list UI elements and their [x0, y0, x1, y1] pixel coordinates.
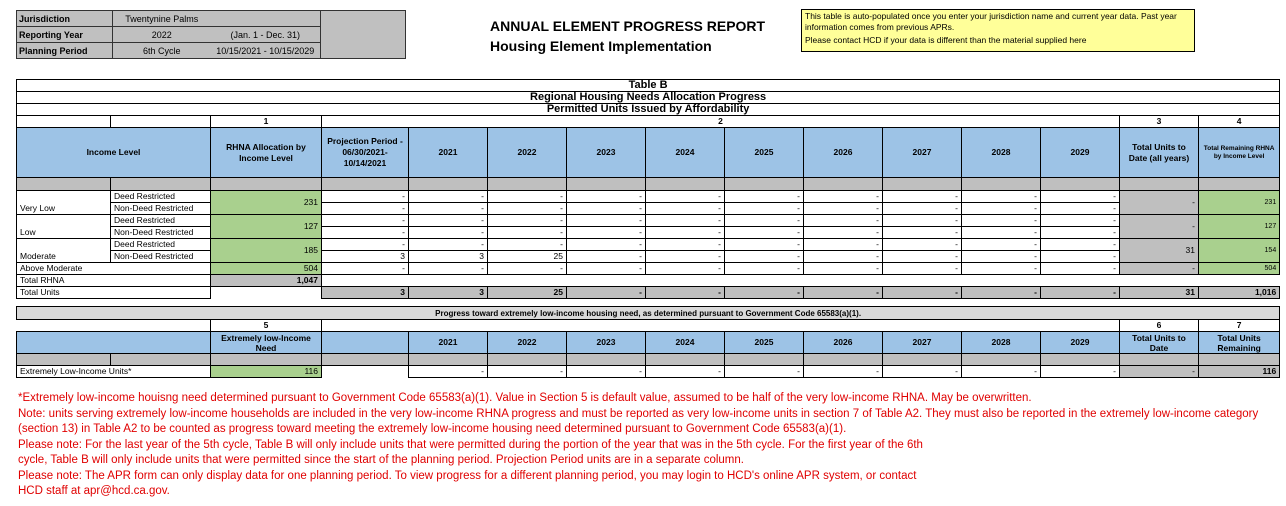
- table-row: Non-Deed Restricted - - - - - - - - - -: [17, 203, 1280, 215]
- year-header-2029: 2029: [1041, 128, 1120, 178]
- eli-total-value: -: [1120, 366, 1199, 378]
- year-header-2023: 2023: [567, 128, 646, 178]
- table-title: Table B: [17, 80, 1280, 92]
- rhna-value: 231: [211, 191, 322, 215]
- rhna-value: 185: [211, 239, 322, 263]
- section-number-2: 2: [322, 116, 1120, 128]
- year-header-2024: 2024: [646, 128, 725, 178]
- remaining-value: 154: [1199, 239, 1280, 263]
- planning-period-value: 6th Cycle: [113, 43, 211, 59]
- total-units-header: Total Units to Date (all years): [1120, 128, 1199, 178]
- table-row: Extremely Low-Income Units* 116 - - - - - - - - - - 116: [17, 366, 1280, 378]
- reporting-year-label: Reporting Year: [17, 27, 113, 43]
- eli-heading: Progress toward extremely low-income housing need, as determined pursuant to Government Code 65583(a)(1).: [17, 307, 1280, 320]
- table-row: Very Low Deed Restricted 231 - - - - - - - - - - - 231: [17, 191, 1280, 203]
- report-title-block: [490, 16, 765, 56]
- footnotes: [18, 391, 1280, 500]
- reporting-year-value: 2022: [113, 27, 211, 43]
- table-row: Non-Deed Restricted - - - - - - - - - -: [17, 227, 1280, 239]
- table-row: Low Deed Restricted 127 - - - - - - - - - - - 127: [17, 215, 1280, 227]
- sub-level-label: Deed Restricted: [111, 215, 211, 227]
- section-number-3: 3: [1120, 116, 1199, 128]
- table-row: Above Moderate 504 - - - - - - - - - - - 504: [17, 263, 1280, 275]
- projection-period-header: Projection Period - 06/30/2021- 10/14/2021: [322, 128, 409, 178]
- section-number-5: 5: [211, 320, 322, 332]
- rhna-allocation-header: RHNA Allocation by Income Level: [211, 128, 322, 178]
- rhna-value: 127: [211, 215, 322, 239]
- section-number-4: 4: [1199, 116, 1280, 128]
- eli-total-header: Total Units to Date: [1120, 332, 1199, 354]
- table-row: [17, 275, 1280, 287]
- income-level-very-low: Very Low: [17, 191, 111, 215]
- eli-need-header: Extremely low-Income Need: [211, 332, 322, 354]
- jurisdiction-value: Twentynine Palms: [113, 11, 211, 27]
- total-units-value: -: [1120, 215, 1199, 239]
- eli-remaining-value: 116: [1199, 366, 1280, 378]
- remaining-value: 127: [1199, 215, 1280, 239]
- remaining-value: 231: [1199, 191, 1280, 215]
- sub-level-label: Non-Deed Restricted: [111, 203, 211, 215]
- footnote-cycle-2: cycle, Table B will only include units that were permitted since the start of the planning period. Projection Period units are in a separate column.: [18, 454, 744, 466]
- rhna-value: 504: [211, 263, 322, 275]
- year-header-2021: 2021: [409, 128, 488, 178]
- section-number-6: 6: [1120, 320, 1199, 332]
- section-number-7: 7: [1199, 320, 1280, 332]
- sub-level-label: Deed Restricted: [111, 191, 211, 203]
- notice-line-1: This table is auto-populated once you enter your jurisdiction name and current year data. Past year information comes from previous APRs.: [805, 11, 1177, 32]
- total-units-value: 31: [1120, 239, 1199, 263]
- rhna-progress-table: Table B Regional Housing Needs Allocation Progress Permitted Units Issued by Affordability 1 2 3 4 Income Level RHNA Allocation by Income Level Projection Period - 06/30/2021- 10/14/2021 2021 2022 2023 2024 2025 2026 2027 2028 2029 Total Units to Date (all years) Total Remaining RHNA by Income Level Very Low Deed Restricted 231 - - - - - - - - - - - 231 Non-Deed Restricted - - - - - - - - - - Low Deed Restricted 127 - - - - - - - - - - - 127 Non-Deed Restricted - - - - - - - - - - Moderate Deed Restricted 185 - - - - - - - - - - 31 154 Non-Deed Restricted 3 3 25 - - - - - - - Above Moderate 504 - - - - - - - - - - - 504 Total RHNA 1,047 Total Units 3 3 25 - - - - - - - 31 1,016 Progress toward extremely low-income housing need, as determined pursuant to Government Code 65583(a)(1). 5 6 7 Extremely low-Income Need 2021 2022 2023 2024 2025 2026 2027 2028 2029 Total Units to Date Total Units Remaining Extremely Low-Income Units* 116 - - - - - - - - - - 116: [16, 79, 1280, 378]
- eli-remaining-header: Total Units Remaining: [1199, 332, 1280, 354]
- planning-period-label: Planning Period: [17, 43, 113, 59]
- income-level-moderate: Moderate: [17, 239, 111, 263]
- footnote-apr-1: Please note: The APR form can only display data for one planning period. To view progress for a different planning period, you may login to HCD's online APR system, or contact: [18, 469, 917, 482]
- total-rhna-value: 1,047: [211, 275, 322, 287]
- year-header-2025: 2025: [725, 128, 804, 178]
- table-subtitle-2: Permitted Units Issued by Affordability: [17, 104, 1280, 116]
- footnote-note: Note: units serving extremely low-income households are included in the very low-income RHNA progress and must be reported as very low-income units in section 7 of Table A2. They must also be reported in the extremely low-income category (section 13) in Table A2 to be counted as progress toward meeting the extremely low-income housing need determined pursuant to Government Code 65583(a)(1).: [18, 407, 1259, 435]
- total-rhna-label: Total RHNA: [17, 275, 211, 287]
- footnote-apr-2: HCD staff at apr@hcd.ca.gov.: [18, 485, 170, 497]
- footnote-eli: *Extremely low-income houisng need determined pursuant to Government Code 65583(a)(1). Value in Section 5 is default value, assumed to be half of the very low-income RHNA. May be overwritten.: [18, 392, 1032, 404]
- sub-level-label: Non-Deed Restricted: [111, 251, 211, 263]
- report-header-box: [16, 10, 406, 59]
- table-row: Total Units 3 3 25 - - - - - - - 31 1,016: [17, 287, 1280, 299]
- notice-line-2: Please contact HCD if your data is different than the material supplied here: [805, 35, 1087, 45]
- report-subtitle: Housing Element Implementation: [490, 38, 712, 54]
- year-header-2028: 2028: [962, 128, 1041, 178]
- autopopulate-notice: [801, 9, 1195, 52]
- table-row: Non-Deed Restricted 3 3 25 - - - - - - -: [17, 251, 1280, 263]
- income-level-low: Low: [17, 215, 111, 239]
- income-level-header: Income Level: [17, 128, 211, 178]
- report-title: ANNUAL ELEMENT PROGRESS REPORT: [490, 18, 766, 34]
- sub-level-label: Deed Restricted: [111, 239, 211, 251]
- jurisdiction-label: Jurisdiction: [17, 11, 113, 27]
- table-subtitle: Regional Housing Needs Allocation Progress: [17, 92, 1280, 104]
- section-number-1: 1: [211, 116, 322, 128]
- footnote-cycle-1: Please note: For the last year of the 5th cycle, Table B will only include units that were permitted during the portion of the year that was in the 5th cycle. For the first year of the 6th: [18, 438, 923, 451]
- eli-row-label: Extremely Low-Income Units*: [17, 366, 211, 378]
- total-units-value: -: [1120, 191, 1199, 215]
- sub-level-label: Non-Deed Restricted: [111, 227, 211, 239]
- reporting-year-range: (Jan. 1 - Dec. 31): [211, 27, 321, 43]
- year-header-2022: 2022: [488, 128, 567, 178]
- total-remaining-header: Total Remaining RHNA by Income Level: [1199, 128, 1280, 178]
- table-row: Moderate Deed Restricted 185 - - - - - - - - - - 31 154: [17, 239, 1280, 251]
- year-header-2027: 2027: [883, 128, 962, 178]
- year-header-2026: 2026: [804, 128, 883, 178]
- planning-period-range: 10/15/2021 - 10/15/2029: [211, 43, 321, 59]
- total-units-label: Total Units: [17, 287, 211, 299]
- eli-need-value: 116: [211, 366, 322, 378]
- income-level-above-moderate: Above Moderate: [17, 263, 211, 275]
